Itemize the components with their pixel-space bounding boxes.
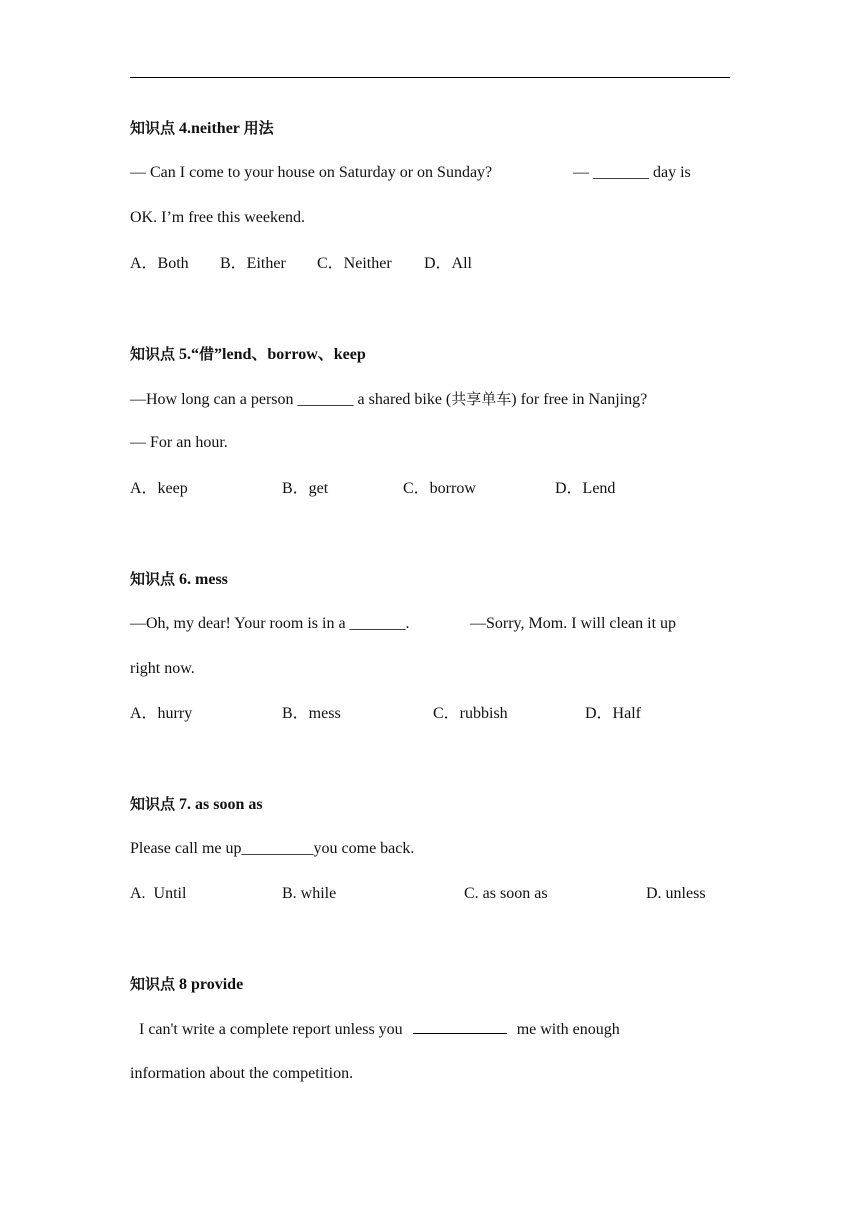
option-a: A．Both (130, 255, 189, 272)
option-b: B．Either (220, 255, 286, 272)
option-d: D．Half (585, 705, 641, 722)
header-rule (130, 77, 730, 78)
heading-cn2: 借 (199, 345, 215, 363)
heading-en: 4.neither (175, 120, 244, 137)
option-d: D．Lend (555, 480, 616, 497)
section-7-question: Please call me up_________you come back. (130, 840, 415, 857)
question-cn: 共享单车 (451, 390, 512, 408)
section-5-heading (130, 344, 366, 365)
section-4-question-cont: OK. I’m free this weekend. (130, 209, 306, 226)
heading-cn: 知识点 (130, 570, 176, 588)
option-a: A. Until (130, 885, 187, 902)
heading-cn2: 用法 (243, 119, 274, 137)
section-4-question (130, 163, 730, 183)
heading-en: 5.“ (175, 346, 200, 363)
question-text: —How long can a person _______ a shared bike ( (130, 391, 452, 408)
option-d: D．All (424, 255, 473, 272)
section-6-question-cont: right now. (130, 660, 195, 677)
heading-cn: 知识点 (130, 795, 176, 813)
question-text: —Oh, my dear! Your room is in a _______. (130, 615, 410, 632)
heading-en2: ”lend、borrow、keep (214, 346, 366, 363)
section-5-question (130, 389, 647, 410)
heading-cn: 知识点 (130, 975, 176, 993)
section-8-question (139, 1019, 620, 1040)
section-6-heading (130, 569, 228, 590)
section-7-heading (130, 794, 263, 815)
question-response: —Sorry, Mom. I will clean it up (470, 615, 677, 632)
option-c: C. as soon as (464, 885, 548, 902)
option-b: B．get (282, 480, 329, 497)
section-8-heading (130, 974, 243, 995)
section-4-heading (130, 118, 274, 139)
heading-cn: 知识点 (130, 345, 176, 363)
section-6-question (130, 614, 730, 634)
heading-en: 8 provide (175, 976, 244, 993)
heading-en: 6. mess (175, 571, 228, 588)
section-5-response: — For an hour. (130, 434, 228, 451)
option-b: B．mess (282, 705, 341, 722)
question-text: I can't write a complete report unless you (139, 1021, 403, 1038)
heading-en: 7. as soon as (175, 796, 263, 813)
question-text-end: ) for free in Nanjing? (511, 391, 648, 408)
question-response: — _______ day is (573, 164, 691, 181)
option-c: C．rubbish (433, 705, 508, 722)
option-d: D. unless (646, 885, 706, 902)
option-a: A．keep (130, 480, 188, 497)
question-text-end: me with enough (516, 1021, 620, 1038)
heading-cn: 知识点 (130, 119, 176, 137)
option-c: C．Neither (317, 255, 392, 272)
section-8-question-cont: information about the competition. (130, 1065, 354, 1082)
option-b: B. while (282, 885, 337, 902)
option-c: C．borrow (403, 480, 476, 497)
question-text: — Can I come to your house on Saturday or on Sunday? (130, 164, 493, 181)
option-a: A．hurry (130, 705, 193, 722)
answer-blank (413, 1019, 507, 1034)
